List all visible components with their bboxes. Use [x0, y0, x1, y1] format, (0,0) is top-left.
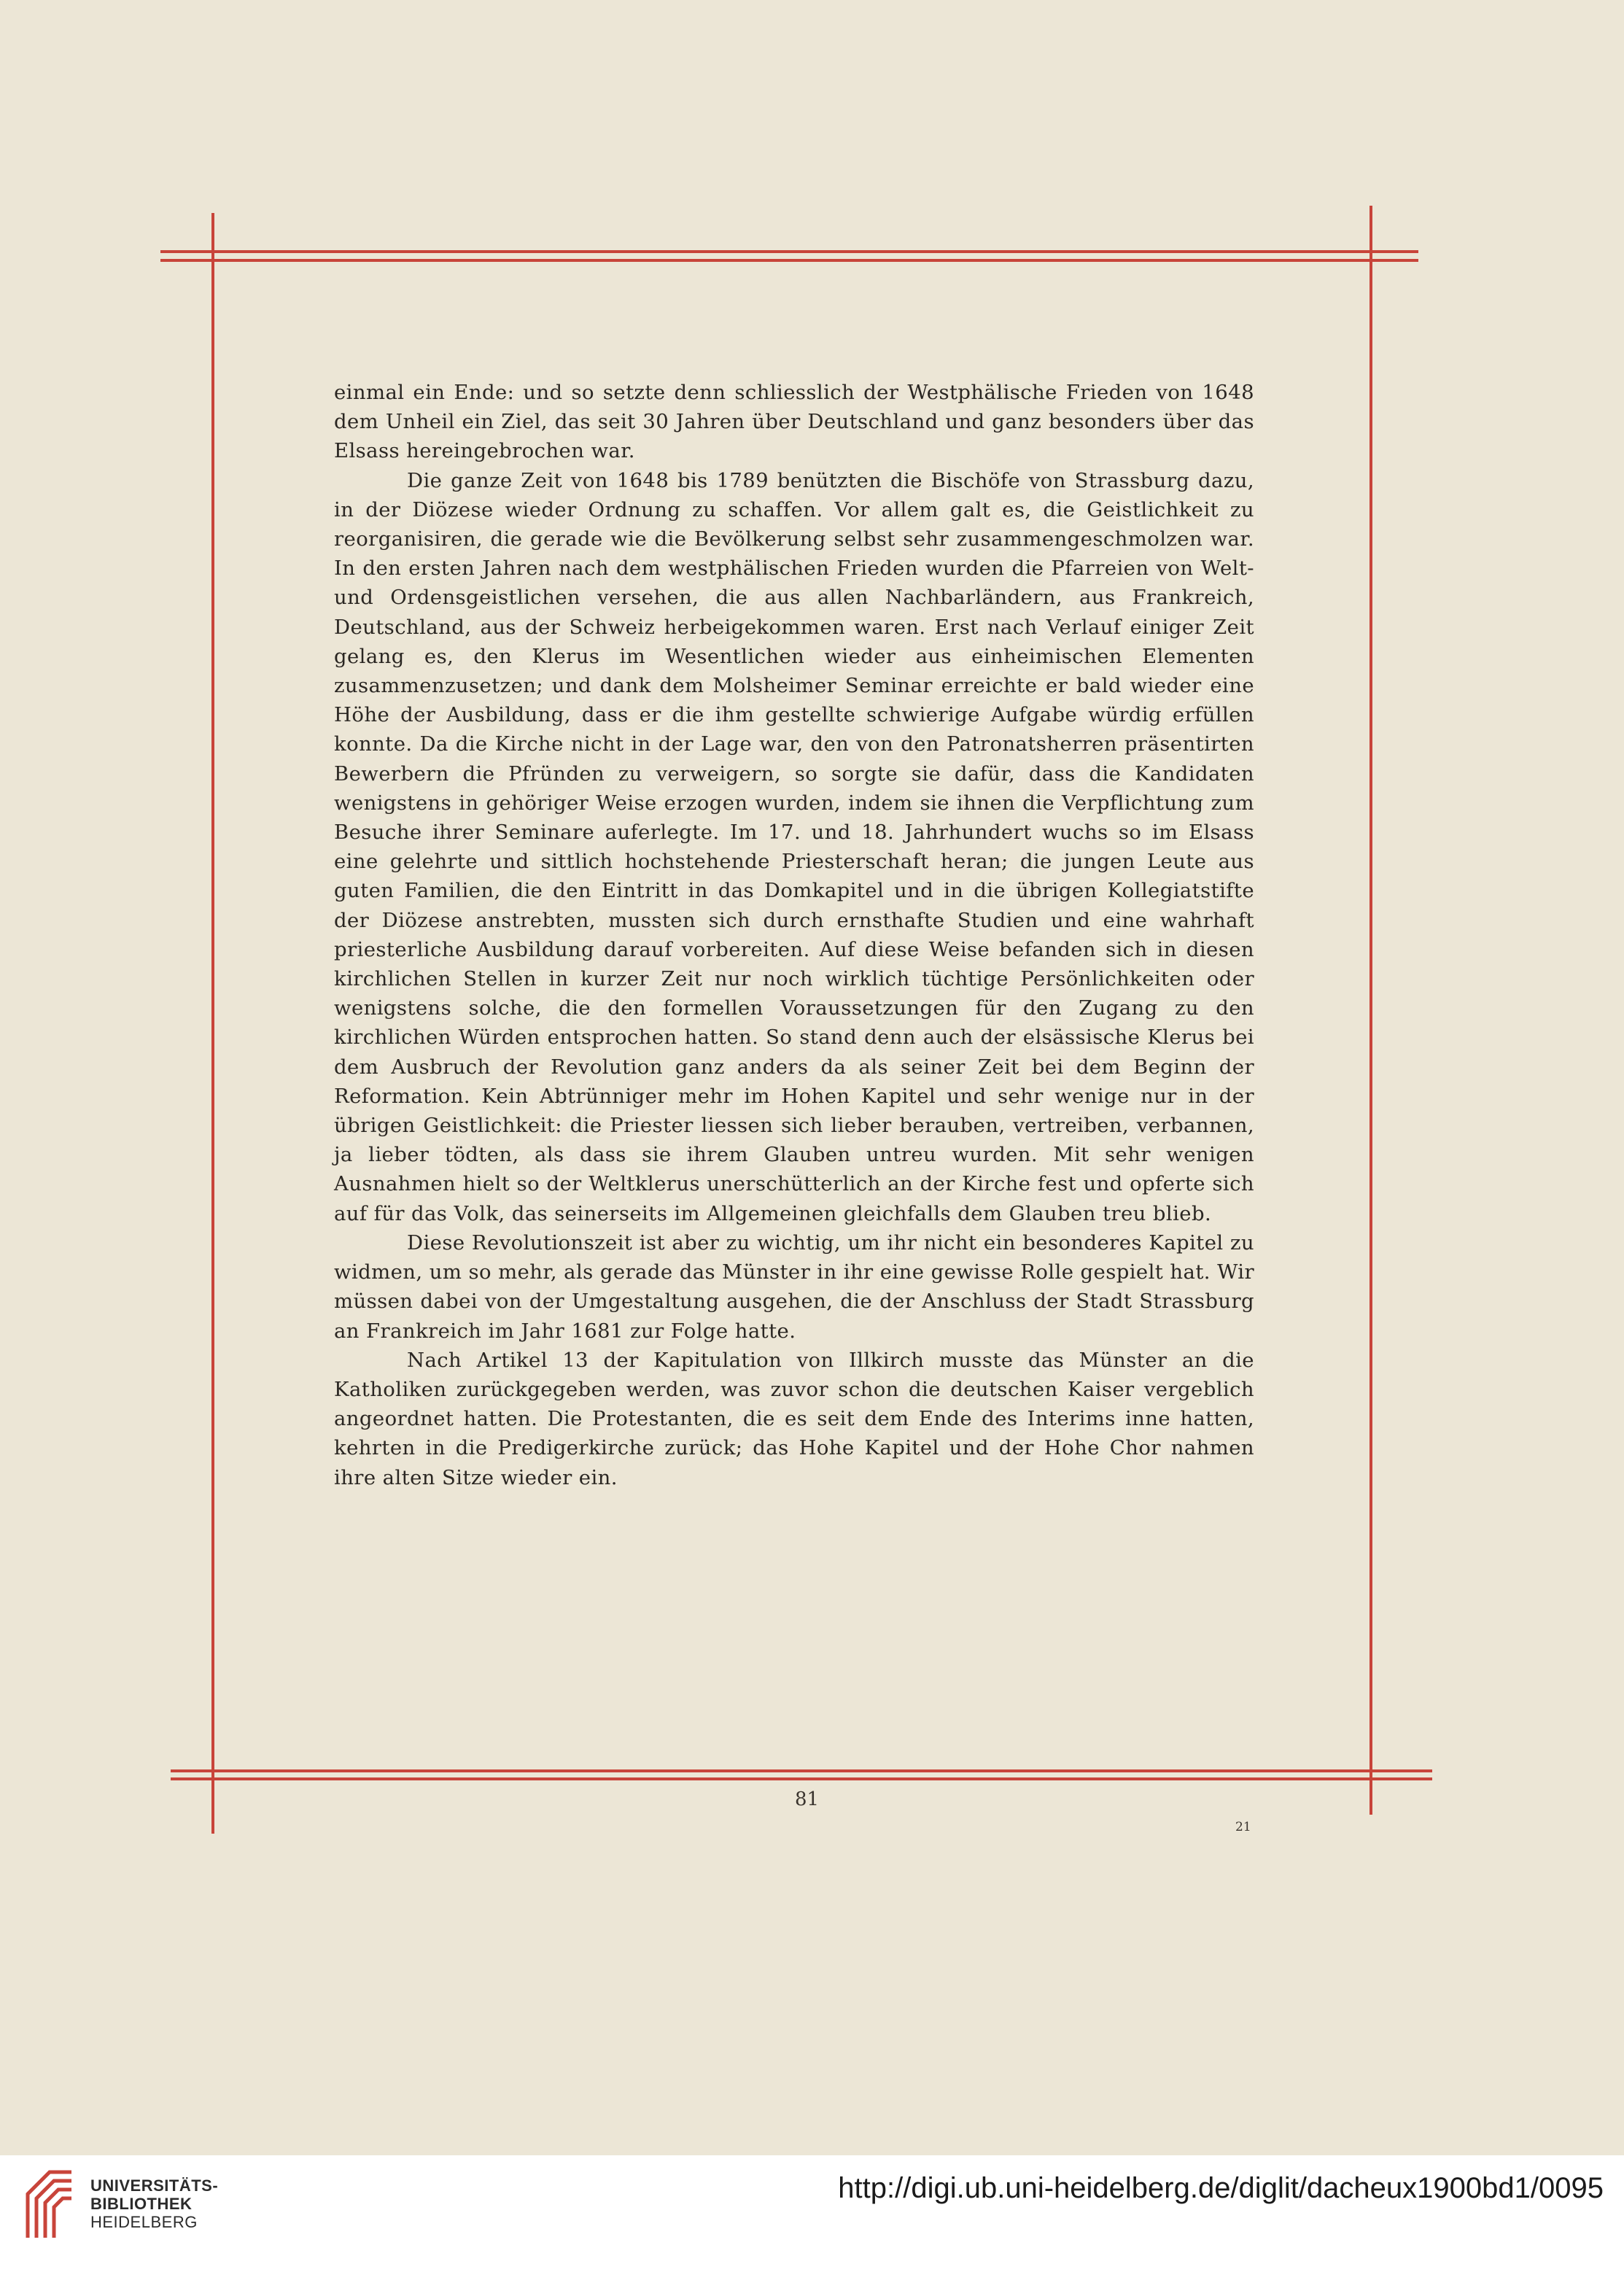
library-name-line-2: BIBLIOTHEK	[90, 2195, 193, 2213]
frame-left-rule	[211, 213, 214, 1834]
frame-bottom-rule-1	[171, 1769, 1432, 1772]
body-text	[334, 378, 1254, 1492]
paragraph-3: Diese Revolutionszeit ist aber zu wichtig, um ihr nicht ein besonderes Kapitel zu widmen, um so mehr, als gerade das Münster in ihr eine gewisse Rolle gespielt hat. Wir müssen dabei von der Umgestaltung ausgehen, die der Anschluss der Stadt Strassburg an Frankreich im Jahr 1681 zur Folge hatte.	[334, 1230, 1254, 1343]
frame-bottom-rule-2	[171, 1777, 1432, 1780]
paragraph-2: Die ganze Zeit von 1648 bis 1789 benützten die Bischöfe von Strassburg dazu, in der Diözese wieder Ordnung zu schaffen. Vor allem galt es, die Geistlichkeit zu reorganisiren, die gerade wie die Bevölkerung selbst sehr zusammengeschmolzen war. In den ersten Jahren nach dem westphälischen Frieden wurden die Pfarreien von Welt- und Ordensgeistlichen versehen, die aus allen Nachbarländern, aus Frankreich, Deutschland, aus der Schweiz herbeigekommen waren. Erst nach Verlauf einiger Zeit gelang es, den Klerus im Wesentlichen wieder aus einheimischen Elementen zusammenzusetzen; und dank dem Molsheimer Seminar erreichte er bald wieder eine Höhe der Ausbildung, dass er die ihm gestellte schwierige Aufgabe würdig erfüllen konnte. Da die Kirche nicht in der Lage war, den von den Patronatsherren präsentirten Bewerbern die Pfründen zu verweigern, so sorgte sie dafür, dass die Kandidaten wenigstens in gehöriger Weise erzogen wurden, indem sie ihnen die Verpflichtung zum Besuche ihrer Seminare auferlegte. Im 17. und 18. Jahrhundert wuchs so im Elsass eine gelehrte und sittlich hochstehende Priesterschaft heran; die jungen Leute aus guten Familien, die den Eintritt in das Domkapitel und in die übrigen Kollegiatstifte der Diözese anstrebten, mussten sich durch ernsthafte Studien und eine wahrhaft priesterliche Ausbildung darauf vorbereiten. Auf diese Weise befanden sich in diesen kirchlichen Stellen in kurzer Zeit nur noch wirklich tüchtige Persönlichkeiten oder wenigstens solche, die den formellen Voraussetzungen für den Zugang zu den kirchlichen Würden entsprochen hatten. So stand denn auch der elsässische Klerus bei dem Ausbruch der Revolution ganz anders da als seiner Zeit bei dem Beginn der Reformation. Kein Abtrünniger mehr im Hohen Kapitel und sehr wenige nur in der übrigen Geistlichkeit: die Priester liessen sich lieber berauben, vertreiben, verbannen, ja lieber tödten, als dass sie ihrem Glauben untreu wurden. Mit sehr wenigen Ausnahmen hielt so der Weltklerus unerschütterlich an der Kirche fest und opferte sich auf für das Volk, das seinerseits im Allgemeinen gleichfalls dem Glauben treu blieb.	[334, 468, 1254, 1225]
source-url-link[interactable]: http://digi.ub.uni-heidelberg.de/diglit/dacheux1900bd1/0095	[838, 2172, 1604, 2204]
frame-right-rule	[1369, 206, 1372, 1815]
sheet-signature-number: 21	[1235, 1820, 1251, 1834]
page-number: 81	[795, 1788, 820, 1810]
library-name-line-1: UNIVERSITÄTS-	[90, 2176, 219, 2195]
library-logo-icon	[20, 2165, 79, 2245]
paragraph-4: Nach Artikel 13 der Kapitulation von Illkirch musste das Münster an die Katholiken zurückgegeben werden, was zuvor schon die deutschen Kaiser vergeblich angeordnet hatten. Die Protestanten, die es seit dem Ende des Interims inne hatten, kehrten in die Predigerkirche zurück; das Hohe Kapitel und der Hohe Chor nahmen ihre alten Sitze wieder ein.	[334, 1348, 1254, 1489]
library-name	[90, 2176, 218, 2231]
frame-top-rule-2	[160, 259, 1418, 262]
paragraph-1: einmal ein Ende: und so setzte denn schliesslich der Westphälische Frieden von 1648 dem Unheil ein Ziel, das seit 30 Jahren über Deutschland und ganz besonders über das Elsass hereingebrochen war.	[334, 381, 1254, 463]
frame-top-rule-1	[160, 250, 1418, 253]
library-name-line-3: HEIDELBERG	[90, 2213, 198, 2231]
